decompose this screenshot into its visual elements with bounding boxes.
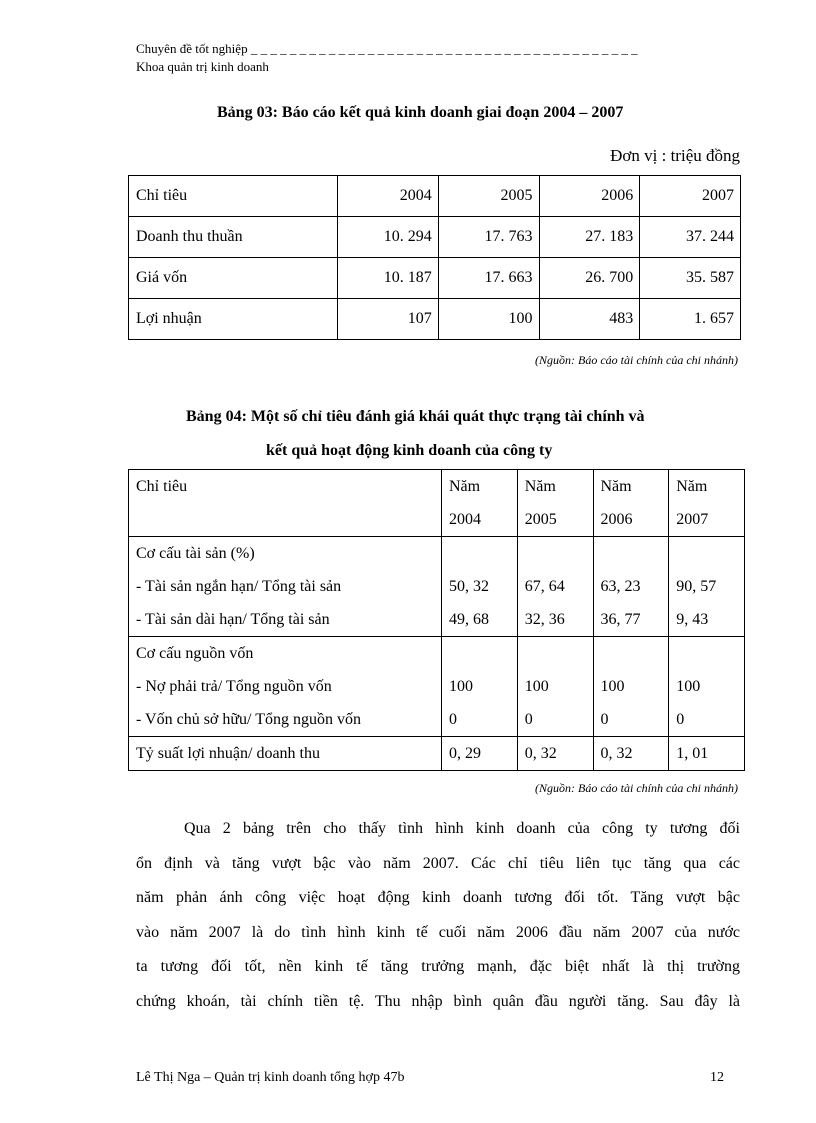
paragraph-line: ổn định và tăng vượt bậc vào năm 2007. Các chỉ tiêu liên tục tăng qua các — [136, 854, 740, 872]
table-cell: 10. 187 — [338, 258, 439, 299]
row-label — [129, 537, 442, 637]
column-header: Chỉ tiêu — [129, 176, 338, 217]
row-label: Giá vốn — [129, 258, 338, 299]
column-header-year — [442, 470, 518, 537]
column-header: 2004 — [338, 176, 439, 217]
cell-value: 90, 57 — [676, 578, 717, 595]
group-line: - Tài sản dài hạn/ Tổng tài sản — [136, 611, 330, 628]
row-label: Lợi nhuận — [129, 299, 338, 340]
table-cell — [442, 537, 518, 637]
column-header: Chỉ tiêu — [129, 470, 442, 537]
table-cell: 17. 663 — [438, 258, 539, 299]
body-paragraph — [136, 812, 740, 1019]
year-word: Năm — [524, 478, 556, 495]
cell-value: 49, 68 — [449, 611, 489, 628]
table-cell: 100 — [438, 299, 539, 340]
column-header: 2006 — [539, 176, 640, 217]
cell-value: 36, 77 — [600, 611, 641, 628]
group-title: Cơ cấu nguồn vốn — [136, 645, 254, 662]
table-cell: 0, 32 — [517, 737, 593, 771]
cell-value: 32, 36 — [524, 611, 565, 628]
table-row-capital-structure — [129, 637, 745, 737]
column-header: 2005 — [438, 176, 539, 217]
cell-value: 67, 64 — [524, 578, 565, 595]
cell-value: 100 — [524, 678, 549, 695]
column-header-year — [517, 470, 593, 537]
row-label: Tỷ suất lợi nhuận/ doanh thu — [129, 737, 442, 771]
cell-value: 100 — [449, 678, 473, 695]
year-value: 2005 — [524, 511, 557, 528]
paragraph-line: năm phản ánh công việc hoạt động kinh doanh tương đối tốt. Tăng vượt bậc — [136, 889, 740, 906]
table-row — [129, 299, 741, 340]
table-cell: 26. 700 — [539, 258, 640, 299]
table1-caption: Bảng 03: Báo cáo kết quả kinh doanh giai đoạn 2004 – 2007 — [217, 104, 624, 121]
table-cell — [593, 537, 669, 637]
table-row-asset-structure — [129, 537, 745, 637]
table-row — [129, 217, 741, 258]
table-header-row — [129, 470, 745, 537]
table-cell: 483 — [539, 299, 640, 340]
table-cell: 1. 657 — [640, 299, 741, 340]
cell-value: 9, 43 — [676, 611, 709, 628]
year-word: Năm — [600, 478, 632, 495]
table-cell — [593, 637, 669, 737]
table-cell — [669, 637, 745, 737]
group-title: Cơ cấu tài sản (%) — [136, 545, 255, 562]
year-word: Năm — [449, 478, 481, 495]
table1-unit: Đơn vị : triệu đồng — [610, 146, 740, 165]
table-cell — [669, 537, 745, 637]
year-value: 2006 — [600, 511, 633, 528]
table-cell — [517, 637, 593, 737]
cell-value: 0 — [676, 711, 685, 728]
table-cell — [517, 537, 593, 637]
table-cell: 37. 244 — [640, 217, 741, 258]
table-cell: 10. 294 — [338, 217, 439, 258]
table-cell: 0, 29 — [442, 737, 518, 771]
table2-financial-indicators — [128, 469, 745, 771]
cell-value: 100 — [676, 678, 701, 695]
year-value: 2004 — [449, 511, 481, 528]
document-header-title: Chuyên đề tốt nghiệp _ _ _ _ _ _ _ _ _ _ _ _ _ _ _ _ _ _ _ _ _ _ _ _ _ _ _ _ _ _ _ _ _ _ _ _ _ _ _ _ — [136, 41, 638, 56]
cell-value: 0 — [449, 711, 457, 728]
table1-source: (Nguồn: Báo cáo tài chính của chi nhánh) — [535, 353, 738, 367]
cell-value: 0 — [524, 711, 533, 728]
group-line: - Nợ phải trả/ Tổng nguồn vốn — [136, 678, 332, 695]
table-cell: 35. 587 — [640, 258, 741, 299]
table-row-profit-ratio — [129, 737, 745, 771]
table2-caption-line1: Bảng 04: Một số chỉ tiêu đánh giá khái quát thực trạng tài chính và — [186, 408, 645, 425]
table1-business-results — [128, 175, 741, 340]
group-line: - Vốn chủ sở hữu/ Tổng nguồn vốn — [136, 711, 361, 728]
table-row — [129, 258, 741, 299]
table-cell: 0, 32 — [593, 737, 669, 771]
table2-source: (Nguồn: Báo cáo tài chính của chi nhánh) — [535, 781, 738, 795]
cell-value: 50, 32 — [449, 578, 489, 595]
row-label: Doanh thu thuần — [129, 217, 338, 258]
column-header-year — [669, 470, 745, 537]
year-word: Năm — [676, 478, 708, 495]
column-header-year — [593, 470, 669, 537]
table-cell: 107 — [338, 299, 439, 340]
paragraph-line: Qua 2 bảng trên cho thấy tình hình kinh doanh của công ty tương đối — [184, 820, 740, 837]
footer-author: Lê Thị Nga – Quản trị kinh doanh tổng hợp 47b — [136, 1070, 405, 1085]
table-cell: 27. 183 — [539, 217, 640, 258]
cell-value: 100 — [600, 678, 625, 695]
cell-value: 0 — [600, 711, 609, 728]
paragraph-line: chứng khoán, tài chính tiền tệ. Thu nhập bình quân đầu người tăng. Sau đây là — [136, 992, 740, 1010]
year-value: 2007 — [676, 511, 709, 528]
page-number: 12 — [710, 1070, 724, 1085]
table-cell: 1, 01 — [669, 737, 745, 771]
row-label — [129, 637, 442, 737]
cell-value: 63, 23 — [600, 578, 641, 595]
table-cell — [442, 637, 518, 737]
group-line: - Tài sản ngắn hạn/ Tổng tài sản — [136, 578, 342, 595]
column-header: 2007 — [640, 176, 741, 217]
paragraph-line: ta tương đối tốt, nền kinh tế tăng trưởng mạnh, đặc biệt nhất là thị trường — [136, 958, 740, 975]
document-header-faculty: Khoa quản trị kinh doanh — [136, 59, 269, 74]
paragraph-line: vào năm 2007 là do tình hình kinh tế cuối năm 2006 đầu năm 2007 của nước — [136, 923, 740, 941]
table-header-row — [129, 176, 741, 217]
table-cell: 17. 763 — [438, 217, 539, 258]
table2-caption-line2: kết quả hoạt động kinh doanh của công ty — [266, 442, 553, 459]
